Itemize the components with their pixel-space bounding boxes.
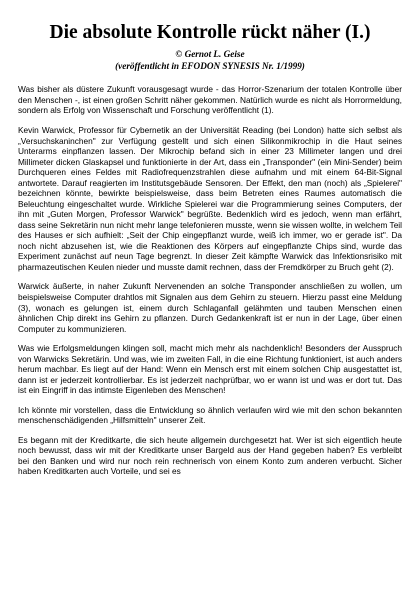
article-title: Die absolute Kontrolle rückt näher (I.)	[49, 22, 371, 43]
author-line: © Gernot L. Geise	[175, 49, 245, 60]
paragraph: Ich könnte mir vorstellen, dass die Entwicklung so ähnlich verlaufen wird wie mit den schon bekannten menschenschädigenden „Hilfsmitteln" unserer Zeit.	[18, 404, 402, 426]
article-body	[18, 84, 402, 477]
publication-line: (veröffentlicht in EFODON SYNESIS Nr. 1/1999)	[115, 60, 305, 71]
document-page	[18, 22, 402, 486]
paragraph: Kevin Warwick, Professor für Cybernetik an der Universität Reading (bei London) hatte sich selbst als „Versuchskaninchen" zur Verfügung gestellt und sich einen Silikonmikrochip in die Haut seines Unterarms einpflanzen lassen. Der Mikrochip befand sich in einer 23 Millimeter langen und drei Millimeter dicken Glaskapsel und funktionierte in der Art, dass ein „Transponder" (ein Mini-Sender) beim Durchqueren eines Feldes mit Radiofrequenzstrahlen diese aufnahm und mit einem 64-Bit-Signal antwortete. Darauf reagierten im Institutsgebäude Sensoren. Der Effekt, den man (noch) als „Spielerei" bezeichnen könnte, bewirkte beispielsweise, dass beim Betreten eines Raumes automatisch die Beleuchtung eingeschaltet wurde. Wirkliche Spielerei war die Programmierung seines Computers, der ihn mit „Guten Morgen, Professor Warwick" begrüßte. Bedenklich wird es jedoch, wenn man erfährt, dass seine Sekretärin nun nicht mehr lange telefonieren musste, wenn sie wissen wollte, in welchem Teil des Hauses er sich aufhielt: „Seit der Chip eingepflanzt wurde, weiß ich immer, wo er gerade ist". Da noch nicht abzusehen ist, wie die Reaktionen des Körpers auf eingepflanzte Chips sind, wurde das Experiment zunächst auf neun Tage begrenzt. In dieser Zeit kämpfte Warwick das Infektionsrisiko mit pharmazeutischen Keulen nieder und musste damit rechnen, dass der Fremdkörper zu Bruch geht (2).	[18, 125, 402, 272]
paragraph: Was wie Erfolgsmeldungen klingen soll, macht mich mehr als nachdenklich! Besonders der Ausspruch von Warwicks Sekretärin. Und was, wie im zweiten Fall, in die eine Richtung funktioniert, ist auch anders herum machbar. Es liegt auf der Hand: Wenn ein Mensch erst mit einem solchen Chip ausgestattet ist, dann ist er jederzeit kontrollierbar. Es ist jederzeit nachprüfbar, wo er wann ist und was er dort tut. Das ist ein Eingriff in das intimste Eigenleben des Menschen!	[18, 343, 402, 396]
paragraph: Es begann mit der Kreditkarte, die sich heute allgemein durchgesetzt hat. Wer ist sich eigentlich heute noch bewusst, dass wir mit der Kreditkarte unser Bargeld aus der Hand gegeben haben? Es verbleibt bei den Banken und wird nur noch rein rechnerisch von einem Konto zum anderen verbucht. Sicher haben Kreditkarten auch Vorteile, und sei es	[18, 434, 402, 477]
paragraph: Was bisher als düstere Zukunft vorausgesagt wurde - das Horror-Szenarium der totalen Kontrolle über den Menschen -, ist einen großen Schritt näher gekommen. Natürlich wurde es nicht als Horrormeldung, sondern als Erfolg von Wissenschaft und Forschung veröffentlicht (1).	[18, 84, 402, 116]
paragraph: Warwick äußerte, in naher Zukunft Nervenenden an solche Transponder anschließen zu wollen, um beispielsweise Computer drahtlos mit Signalen aus dem Gehirn zu steuern. Hierzu passt eine Meldung (3), wonach es gelungen ist, einem durch Schlaganfall gelähmten und tauben Menschen einen ähnlichen Chip direkt ins Gehirn zu pflanzen. Durch Gedankenkraft ist er nun in der Lage, über einen Computer zu kommunizieren.	[18, 281, 402, 334]
